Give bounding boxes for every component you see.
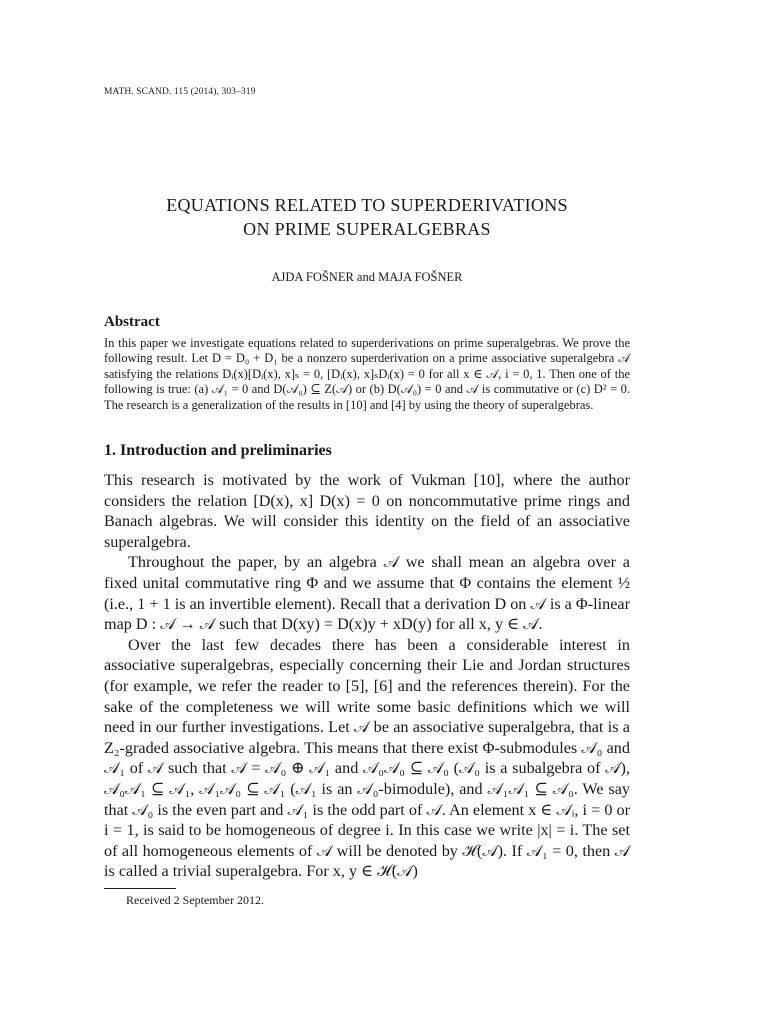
abstract-heading: Abstract [104, 314, 160, 330]
paper-title [104, 193, 630, 241]
paragraph: This research is motivated by the work of Vukman [10], where the author considers the relation [D(x), x] D(x) = 0 on noncommutative prime rings and Banach algebras. We will consider this identity on the field of an associative superalgebra. [104, 471, 630, 551]
journal-reference: MATH. SCAND. 115 (2014), 303–319 [104, 87, 256, 97]
paragraph: Over the last few decades there has been a considerable interest in associative superalgebras, especially concerning their Lie and Jordan structures (for example, we refer the reader to [5], [6] and the references therein). For the sake of the completeness we will write some basic definitions which we will need in our further investigations. Let 𝒜 be an associative superalgebra, that is a Z₂-graded associative algebra. This means that there exist Φ-submodules 𝒜₀ and 𝒜₁ of 𝒜 such that 𝒜 = 𝒜₀ ⊕ 𝒜₁ and 𝒜₀𝒜₀ ⊆ 𝒜₀ (𝒜₀ is a subalgebra of 𝒜), 𝒜₀𝒜₁ ⊆ 𝒜₁, 𝒜₁𝒜₀ ⊆ 𝒜₁ (𝒜₁ is an 𝒜₀-bimodule), and 𝒜₁𝒜₁ ⊆ 𝒜₀. We say that 𝒜₀ is the even part and 𝒜₁ is the odd part of 𝒜. An element x ∈ 𝒜ᵢ, i = 0 or i = 1, is said to be homogeneous of degree i. In this case we write |x| = i. The set of all homogeneous elements of 𝒜 will be denoted by ℋ(𝒜). If 𝒜₁ = 0, then 𝒜 is called a trivial superalgebra. For x, y ∈ ℋ(𝒜) [104, 635, 630, 881]
paper-page [104, 0, 630, 1024]
footnote: Received 2 September 2012. [126, 893, 264, 907]
abstract-text: In this paper we investigate equations related to superderivations on prime superalgebras. We prove the following result. Let D = D₀ + D₁ be a nonzero superderivation on a prime associative superalgebra 𝒜 satisfying the relations Dᵢ(x)[Dᵢ(x), x]ₛ = 0, [Dᵢ(x), x]ₛDᵢ(x) = 0 for all x ∈ 𝒜, i = 0, 1. Then one of the following is true: (a) 𝒜₁ = 0 and D(𝒜₀) ⊆ Z(𝒜) or (b) D(𝒜₀) = 0 and 𝒜 is commutative or (c) D² = 0. The research is a generalization of the results in [10] and [4] by using the theory of superalgebras. [104, 336, 630, 412]
footnote-divider [104, 888, 176, 889]
body-text [104, 470, 630, 882]
author-list: AJDA FOŠNER and MAJA FOŠNER [271, 270, 463, 284]
title-line-1: EQUATIONS RELATED TO SUPERDERIVATIONS [166, 195, 568, 215]
section-heading: 1. Introduction and preliminaries [104, 442, 332, 459]
title-line-2: ON PRIME SUPERALGEBRAS [243, 219, 491, 239]
paragraph: Throughout the paper, by an algebra 𝒜 we shall mean an algebra over a fixed unital commutative ring Φ and we assume that Φ contains the element ½ (i.e., 1 + 1 is an invertible element). Recall that a derivation D on 𝒜 is a Φ-linear map D : 𝒜 → 𝒜 such that D(xy) = D(x)y + xD(y) for all x, y ∈ 𝒜. [104, 553, 630, 634]
